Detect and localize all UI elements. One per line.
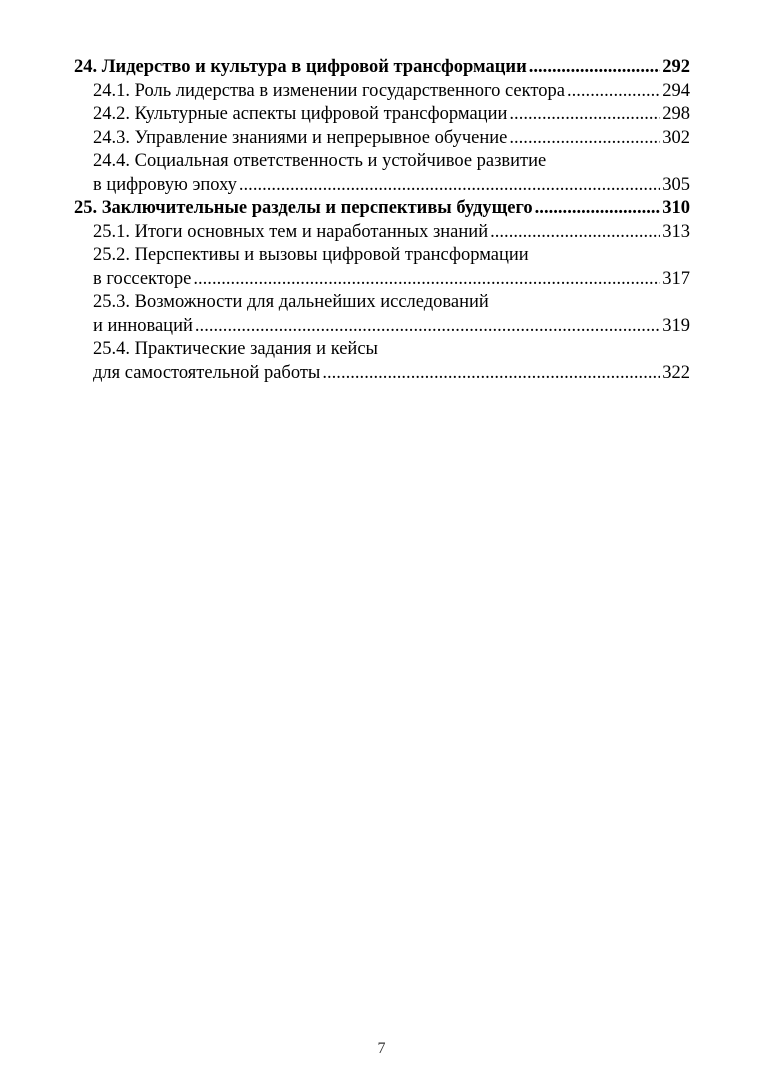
toc-section-24-2[interactable] xyxy=(74,103,690,127)
toc-chapter-24[interactable] xyxy=(74,56,690,80)
toc-page-number: 305 xyxy=(662,174,690,195)
toc-page-number: 292 xyxy=(662,57,690,77)
toc-dot-leader xyxy=(529,56,661,80)
page-footer-number: 7 xyxy=(377,1040,386,1057)
toc-section-title: 25.4. Практические задания и кейсы xyxy=(93,339,378,359)
toc-section-25-1[interactable] xyxy=(74,221,690,245)
toc-section-title-continued: в госсекторе xyxy=(93,268,192,289)
toc-dot-leader xyxy=(535,197,661,221)
toc-section-24-4-line2[interactable] xyxy=(74,174,690,198)
toc-section-title: 24.2. Культурные аспекты цифровой трансформации xyxy=(93,104,508,124)
toc-section-title: 24.4. Социальная ответственность и устойчивое развитие xyxy=(93,151,547,171)
toc-section-title: 25.1. Итоги основных тем и наработанных знаний xyxy=(93,221,489,242)
toc-section-title-continued: и инноваций xyxy=(93,315,193,336)
toc-dot-leader xyxy=(195,315,660,339)
toc-chapter-25[interactable] xyxy=(74,197,690,221)
toc-section-title: 24.1. Роль лидерства в изменении государственного сектора xyxy=(93,80,565,101)
toc-section-25-2-line1[interactable] xyxy=(74,244,690,268)
toc-page-number: 319 xyxy=(662,315,690,336)
toc-dot-leader xyxy=(509,127,660,151)
toc-page-number: 322 xyxy=(662,362,690,383)
toc-section-title: 24.3. Управление знаниями и непрерывное обучение xyxy=(93,127,508,148)
toc-section-24-4-line1[interactable] xyxy=(74,150,690,174)
toc-section-25-4-line2[interactable] xyxy=(74,362,690,386)
toc-section-24-3[interactable] xyxy=(74,127,690,151)
toc-section-title: 25.3. Возможности для дальнейших исследований xyxy=(93,292,489,312)
toc-section-title: 25.2. Перспективы и вызовы цифровой трансформации xyxy=(93,245,529,265)
toc-dot-leader xyxy=(239,174,660,198)
toc-section-title-continued: для самостоятельной работы xyxy=(93,362,321,383)
toc-section-24-1[interactable] xyxy=(74,80,690,104)
toc-page-number: 310 xyxy=(662,198,690,218)
toc-chapter-title: 24. Лидерство и культура в цифровой трансформации xyxy=(74,57,527,77)
toc-dot-leader xyxy=(193,268,660,292)
toc-page-number: 313 xyxy=(662,221,690,242)
toc-page-number: 298 xyxy=(662,104,690,124)
toc-section-title-continued: в цифровую эпоху xyxy=(93,174,237,195)
toc-page-number: 302 xyxy=(662,127,690,148)
toc-dot-leader xyxy=(509,103,660,127)
toc-page-number: 317 xyxy=(662,268,690,289)
toc-dot-leader xyxy=(322,362,660,386)
toc-dot-leader xyxy=(567,80,660,104)
toc-chapter-title: 25. Заключительные разделы и перспективы будущего xyxy=(74,198,533,218)
toc-page-number: 294 xyxy=(662,80,690,101)
toc-section-25-4-line1[interactable] xyxy=(74,338,690,362)
table-of-contents xyxy=(74,56,690,385)
toc-section-25-3-line1[interactable] xyxy=(74,291,690,315)
toc-section-25-3-line2[interactable] xyxy=(74,315,690,339)
toc-section-25-2-line2[interactable] xyxy=(74,268,690,292)
toc-dot-leader xyxy=(490,221,660,245)
